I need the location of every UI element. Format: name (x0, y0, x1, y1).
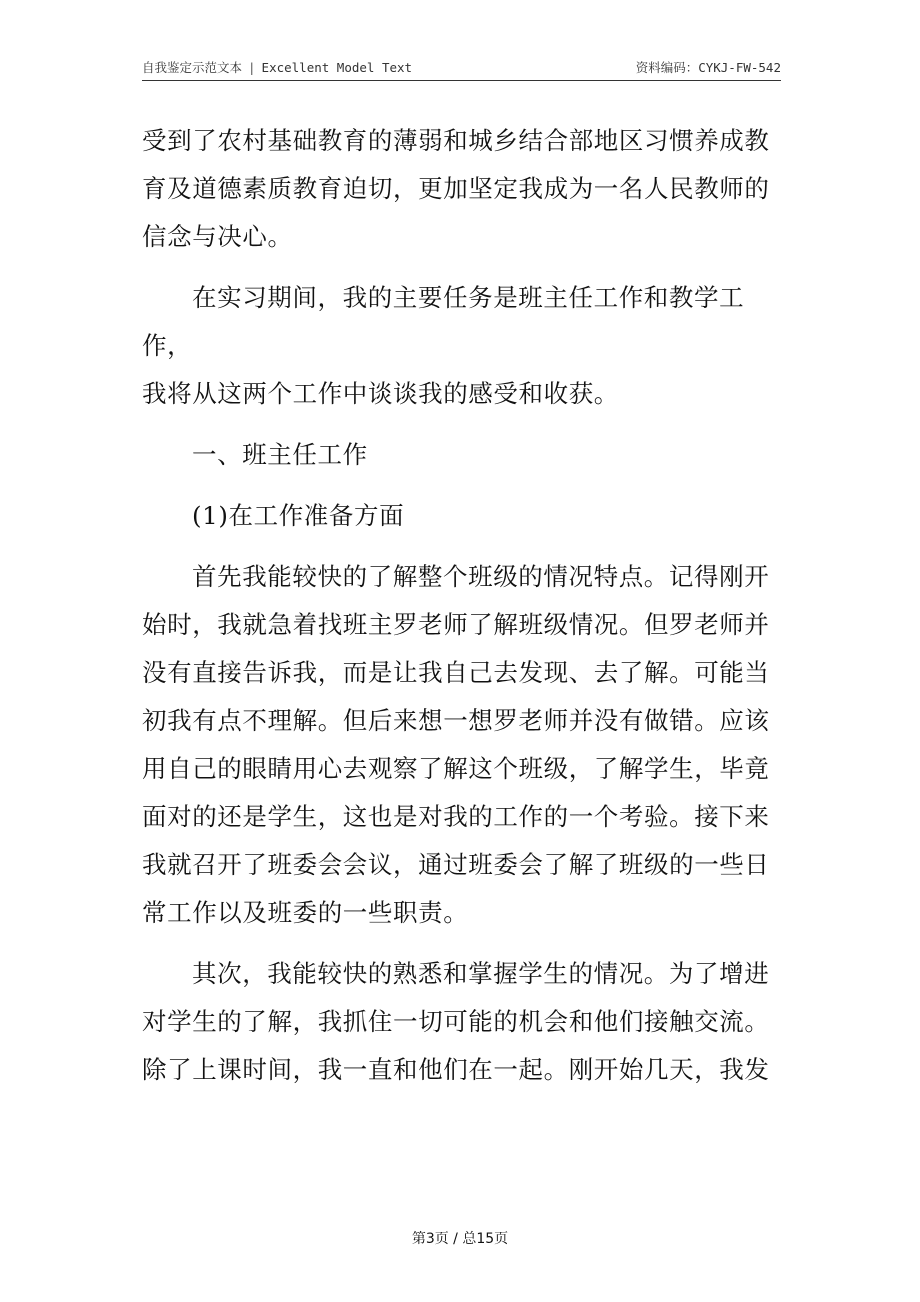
text-line: 对学生的了解，我抓住一切可能的机会和他们接触交流。 (142, 1007, 770, 1036)
text-line: 常工作以及班委的一些职责。 (142, 898, 469, 927)
text-line: 首先我能较快的了解整个班级的情况特点。记得刚开 (192, 562, 770, 591)
text-line: 面对的还是学生，这也是对我的工作的一个考验。接下来 (142, 802, 770, 831)
text-line: 我将从这两个工作中谈谈我的感受和收获。 (142, 379, 619, 408)
text-line: 受到了农村基础教育的薄弱和城乡结合部地区习惯养成教 (142, 126, 770, 155)
section-heading: 一、班主任工作 (192, 440, 368, 469)
text-line: 除了上课时间，我一直和他们在一起。刚开始几天，我发 (142, 1055, 770, 1084)
paragraph-1 (142, 117, 782, 261)
text-line: 始时，我就急着找班主罗老师了解班级情况。但罗老师并 (142, 610, 770, 639)
page-number: 第3页 / 总15页 (411, 1231, 509, 1247)
paragraph-2 (142, 274, 782, 418)
document-body (142, 117, 782, 1107)
text-line: 没有直接告诉我，而是让我自己去发现、去了解。可能当 (142, 658, 770, 687)
paragraph-4 (142, 950, 782, 1094)
document-code: 资料编码：CYKJ-FW-542 (635, 60, 781, 75)
header-left (142, 58, 412, 78)
text-line: 其次，我能较快的熟悉和掌握学生的情况。为了增进 (192, 959, 770, 988)
text-line: 在实习期间，我的主要任务是班主任工作和教学工作， (142, 283, 745, 360)
text-line: 育及道德素质教育迫切，更加坚定我成为一名人民教师的 (142, 174, 770, 203)
text-line: 初我有点不理解。但后来想一想罗老师并没有做错。应该 (142, 706, 770, 735)
header-separator: | (248, 60, 256, 75)
text-line: 用自己的眼睛用心去观察了解这个班级，了解学生，毕竟 (142, 754, 770, 783)
text-line: 信念与决心。 (142, 222, 293, 251)
page-header (142, 58, 781, 81)
paragraph-3 (142, 553, 782, 937)
subsection-heading: (1)在工作准备方面 (192, 501, 405, 530)
header-subtitle: Excellent Model Text (261, 60, 413, 75)
text-line: 我就召开了班委会会议，通过班委会了解了班级的一些日 (142, 850, 770, 879)
header-title: 自我鉴定示范文本 (142, 60, 243, 75)
